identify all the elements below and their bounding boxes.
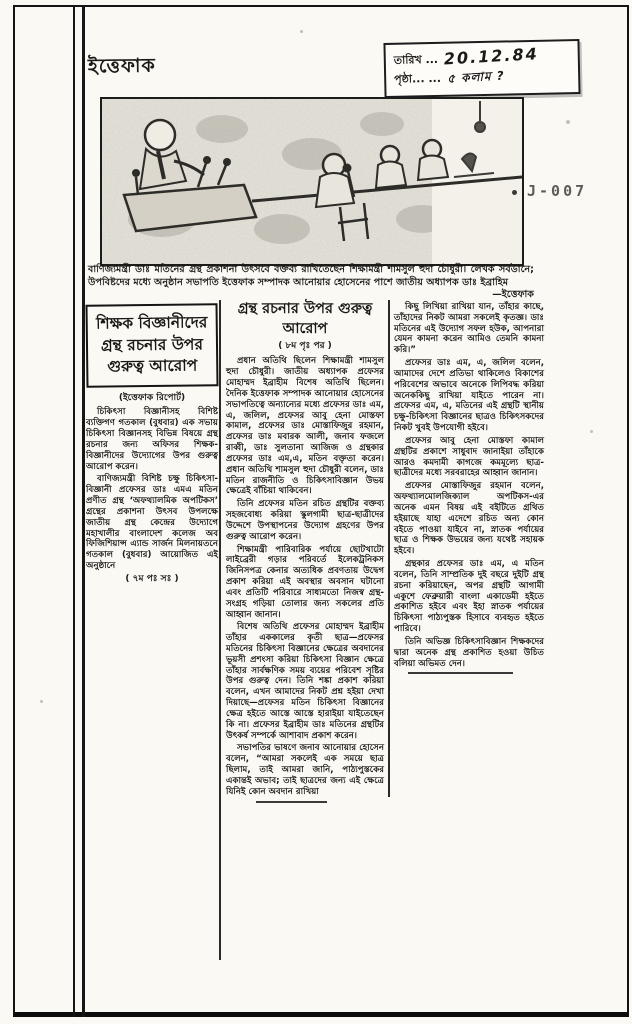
article-headline: শিক্ষক বিজ্ঞানীদের গ্রন্থ রচনার উপর গুরুত্ব আরোপ — [85, 303, 218, 388]
jump-note: ( ৭ম পঃ সঃ ) — [125, 573, 179, 584]
article-paragraph: কিছু লিখিয়া রাখিয়া যান, তাঁহার কাছে, তাঁহাদের নিকট আমরা সকলেই কৃতজ্ঞ। ডাঃ মতিনের এই উদ্যোগ সফল হউক, আপনারা যেমন কামনা করেন আমিও তেমনি কামনা করি।” — [394, 302, 544, 356]
article-paragraph: গ্রন্থকার প্রফেসর ডাঃ এম, এ মতিন বলেন, তিনি সাম্প্রতিক দুই বছরে দুইটি গ্রন্থ রচনা করিয়াছেন, অপর গ্রন্থটি আগামী একুশে ফেব্রুয়ারী বাংলা একাডেমী হইতে প্রকাশিত হইবে এবং ইহা স্নাতক পর্যায়ের চিকিৎসা পাঠ্যপুস্তক হিসাবে ব্যবহৃত হইতে পারিবে। — [394, 559, 544, 635]
photo-credit: —ইত্তেফাক — [492, 289, 534, 301]
ink-dot — [512, 190, 517, 195]
scan-speckle — [300, 30, 303, 33]
article-paragraph: প্রফেসর মোস্তাফিজুর রহমান বলেন, অফথ্যালমোলজিক্যাল অপটিকস-এর অনেক এমন বিষয় এই বইটিতে গ্রথিত হইয়াছে যাহা এদেশে রচিত অন্য কোন বইতে পাওয়া যাইবে না, স্নাতক পর্যায়ের ছাত্র ও শিক্ষক উভয়ের জন্য যথেষ্ট সহায়ক হইবে। — [394, 481, 544, 557]
article-paragraph: তিনি অভিজ্ঞ চিকিৎসাবিজ্ঞান শিক্ষকদের দ্বারা অনেক গ্রন্থ প্রকাশিত হওয়া উচিত বলিয়া অভিমত দেন। — [394, 636, 544, 669]
article-paragraph: চিকিৎসা বিজ্ঞানীসহ বিশিষ্ট ব্যক্তিগণ গতকাল (বুধবার) এক সভায় চিকিৎসা বিজ্ঞানসহ বিভিন্ন বিষয়ে গ্রন্থ রচনার জন্য অফিসর শিক্ষক-বিজ্ঞানীদের উদ্যোগের উপর গুরুত্ব আরোপ করেন। — [86, 407, 218, 472]
article-column-right — [394, 302, 544, 674]
continued-headline: গ্রন্থ রচনার উপর গুরুত্ব আরোপ — [237, 301, 373, 337]
news-photo — [100, 97, 524, 266]
article-paragraph: প্রফেসর আবু হেনা মোস্তফা কামাল গ্রন্থটির প্রকাশে সাধুবাদ জানাইয়া তাঁহাকে আরও কমদামী কাগজে কমমূল্যে ছাত্র-ছাত্রীদের মধ্যে সরবরাহের আহ্বান জানান। — [394, 435, 544, 479]
scan-speckle — [566, 120, 570, 124]
article-column-left — [86, 304, 218, 585]
page-handwritten-value: ৫ কলাম ? — [446, 68, 505, 86]
article-paragraph: সভাপতির ভাষণে জনাব আনোয়ার হোসেন বলেন, “আমরা সকলেই এক সময়ে ছাত্র ছিলাম, তাই আমরা জানি, পাঠ্যপুস্তকের একান্তই অভাব; তাই ছাত্রদের জন্য এই ক্ষেত্রে যিনিই কোন অবদান রাখিয়া — [226, 743, 384, 797]
article-column-middle — [226, 300, 384, 803]
article-paragraph: তিনি প্রফেসর মতিন রচিত গ্রন্থটির বক্তব্য সহজবোধ্য করিয়া স্কুলগামী ছাত্র-ছাত্রীদের উদ্দেশে উপস্থাপনের উদ্যোগ গ্রহণের উপর গুরুত্ব আরোপ করেন। — [226, 499, 384, 542]
column-end-rule — [408, 672, 513, 674]
date-label: তারিখ ... — [393, 52, 439, 67]
page-label: পৃষ্ঠা... ... — [394, 71, 442, 86]
article-paragraph: বাণিজ্যমন্ত্রী বিশিষ্ট চক্ষু চিকিৎসা-বিজ্ঞানী প্রফেসর ডাঃ এমএ মতিন প্রণীত গ্রন্থ ‘অফথ্যালমিক অপটিকস’ গ্রন্থের প্রকাশনা উৎসব উপলক্ষে জাতীয় গ্রন্থ কেন্দ্রের উদ্যোগে মহাখালীর বাংলাদেশ কলেজ অব ফিজিশিয়ান্স এ্যান্ড সার্জন মিলনায়তনে গতকাল (বুধবার) আয়োজিত এই অনুষ্ঠানে — [86, 474, 218, 571]
newspaper-name-label: ইত্তেফাক — [87, 54, 156, 78]
binding-margin-rule — [73, 5, 85, 1017]
article-paragraph: প্রফেসর ডাঃ এম, এ, জলিল বলেন, আমাদের দেশে প্রতিভা থাকিলেও বিকাশের পরিবেশের অভাবে অনেকে লিপিবদ্ধ করিয়া অনেককিছু রাখিয়া যাইতে পারেন না। প্রফেসর এম, এ, মতিনের এই গ্রন্থটি স্থানীয় চক্ষু-চিকিৎসা বিজ্ঞানের ছাত্রও চিকিৎসকদের নিকট খুবই উপযোগী হইবে। — [394, 358, 544, 434]
news-photo-sketch — [102, 99, 522, 264]
page-row — [394, 67, 570, 91]
article-byline: (ইত্তেফাক রিপোর্ট) — [118, 393, 186, 404]
scan-speckle — [590, 430, 593, 433]
date-handwritten-value: 20.12.84 — [443, 44, 540, 69]
archive-stamp: J-007 — [527, 182, 588, 200]
column-rule — [388, 300, 390, 797]
scan-speckle — [40, 700, 43, 703]
date-page-box — [383, 39, 580, 98]
column-end-rule — [256, 801, 327, 803]
article-paragraph: প্রধান অতিথি ছিলেন শিক্ষামন্ত্রী শামসুল হুদা চৌধুরী। জাতীয় অধ্যাপক প্রফেসর মোহাম্মদ ইব্রাহীম বিশেষ অতিথি ছিলেন। দৈনিক ইত্তেফাক সম্পাদক আনোয়ার হোসেনের সভাপতিত্বে অন্যান্যের মধ্যে প্রফেসর ডাঃ এম, এ, জলিল, প্রফেসর আবু হেনা মোস্তফা কামাল, প্রফেসর ডাঃ মোস্তাফিজুর রহমান, প্রফেসর ডাঃ মবারক আলী, জনাব ফজলে রাব্বী, ডাঃ সুলতানা আজিজ ও গ্রন্থকার প্রফেসর ডাঃ এম,এ, মতিন বক্তৃতা করেন। প্রধান অতিথি শামসুল হুদা চৌধুরী বলেন, ডাঃ মতিন রাজনীতি ও চিকিৎসাবিজ্ঞান উভয় ক্ষেত্রেই বাঁচিয়া থাকিবেন। — [226, 356, 384, 497]
article-paragraph: শিক্ষামন্ত্রী পারিবারিক পর্যায়ে ছোটখাটো লাইব্রেরী গড়ার পরিবর্তে ইলেকট্রনিকস জিনিসপত্র কেনার অত্যধিক প্রবণতায় উদ্বেগ প্রকাশ করিয়া এই অবস্থার অবসান ঘটানো এবং প্রতিটি পরিবারে সাধ্যমতো নিজস্ব গ্রন্থ-সংগ্রহ গড়িয়া তোলার জন্য সকলের প্রতি আহ্বান জানান। — [226, 544, 384, 620]
column-rule — [219, 300, 221, 960]
continued-from-note: ( ৮ম পৃঃ পর ) — [278, 341, 332, 352]
article-paragraph: বিশেষ অতিথি প্রফেসর মোহাম্মদ ইব্রাহীম তাঁহার এককালের কৃতী ছাত্র—প্রফেসর মতিনের চিকিৎসা বিজ্ঞানের ক্ষেত্রের অবদানের ভূয়সী প্রশংসা করিয়া চিকিৎসা বিজ্ঞান ক্ষেত্রে তাঁহার সার্বক্ষণিক সময় ব্যয়ের পরিবেশ সৃষ্টির উপর গুরুত্ব দেন। তিনি শঙ্কা প্রকাশ করিয়া বলেন, এখন আমাদের নিকট প্রশ্ন হইয়া দেখা দিয়াছে—প্রফেসর মতিন চিকিৎসা বিজ্ঞানের ক্ষেত্র হইতে আস্তে আস্তে হারাইয়া যাইতেছেন কি না। প্রফেসর ইব্রাহীম ডাঃ মতিনের গ্রন্থটির উৎকর্ষ সম্পর্কে আশাবাদ প্রকাশ করেন। — [226, 622, 384, 741]
photo-caption — [88, 264, 534, 302]
photo-caption-text: বাণিজ্যমন্ত্রী ডাঃ মতিনের গ্রন্থ প্রকাশনা উৎসবে বক্তব্য রাখিতেছেন শিক্ষামন্ত্রী শামসুল হুদা চৌধুরী। লেখক সর্বডানে; উপবিষ্টদের মধ্যে অনুষ্ঠান সভাপতি ইত্তেফাক সম্পাদক আনোয়ার হোসেনের পাশে জাতীয় অধ্যাপক ডাঃ ইব্রাহিম — [88, 264, 534, 288]
